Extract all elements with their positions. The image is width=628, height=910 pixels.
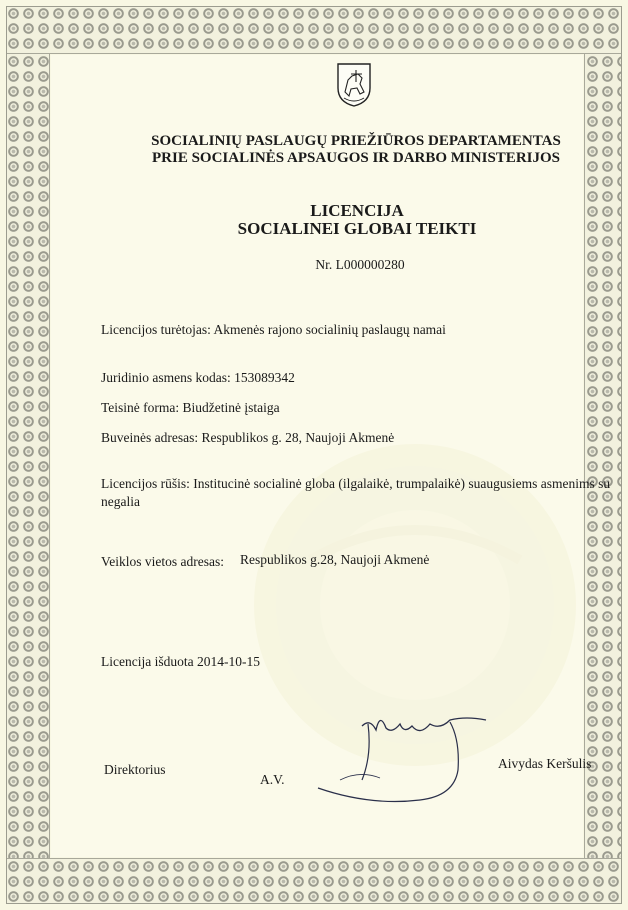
stamp-place-label: A.V. bbox=[260, 772, 285, 787]
address-value: Respublikos g. 28, Naujoji Akmenė bbox=[201, 430, 395, 445]
legal-form-value: Biudžetinė įstaiga bbox=[182, 400, 280, 415]
holder-label: Licencijos turėtojas: bbox=[101, 322, 211, 337]
activity-address-value: Respublikos g.28, Naujoji Akmenė bbox=[240, 552, 430, 567]
license-type-label: Licencijos rūšis: bbox=[101, 476, 190, 491]
issued-row bbox=[101, 654, 260, 670]
department-name: SOCIALINIŲ PASLAUGŲ PRIEŽIŪROS DEPARTAMENTAS bbox=[151, 133, 561, 149]
issued-value: 2014-10-15 bbox=[196, 654, 260, 669]
holder-row bbox=[101, 322, 446, 338]
handwritten-signature bbox=[300, 700, 510, 815]
document-title: LICENCIJA bbox=[310, 201, 404, 220]
legal-form-row bbox=[101, 400, 280, 416]
license-type-value-continued: negalia bbox=[101, 494, 140, 509]
holder-value: Akmenės rajono socialinių paslaugų namai bbox=[213, 322, 446, 337]
license-type-row bbox=[101, 476, 610, 492]
license-number: Nr. L000000280 bbox=[315, 257, 405, 272]
code-row bbox=[101, 370, 295, 386]
signatory-name: Aivydas Keršulis bbox=[498, 756, 592, 771]
code-label: Juridinio asmens kodas: bbox=[101, 370, 231, 385]
legal-form-label: Teisinė forma: bbox=[101, 400, 180, 415]
license-type-value: Institucinė socialinė globa (ilgalaikė, trumpalaikė) suaugusiems asmenims su bbox=[193, 476, 611, 491]
ministry-name: PRIE SOCIALINĖS APSAUGOS IR DARBO MINISTERIJOS bbox=[151, 150, 560, 166]
signatory-position: Direktorius bbox=[104, 762, 166, 777]
issued-label: Licencija išduota bbox=[101, 654, 194, 669]
address-label: Buveinės adresas: bbox=[101, 430, 199, 445]
address-row bbox=[101, 430, 394, 446]
activity-address-label: Veiklos vietos adresas: bbox=[101, 554, 224, 569]
document-subtitle: SOCIALINEI GLOBAI TEIKTI bbox=[237, 219, 477, 238]
code-value: 153089342 bbox=[234, 370, 295, 385]
coat-of-arms-icon bbox=[336, 62, 372, 108]
